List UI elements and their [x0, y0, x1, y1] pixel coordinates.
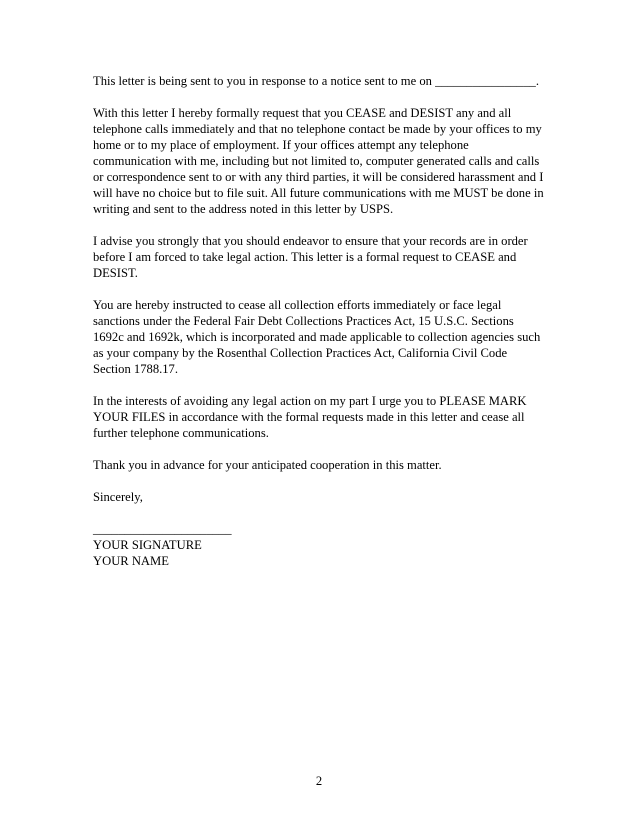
- signature-block: [93, 521, 551, 569]
- signature-line: ______________________: [93, 522, 232, 536]
- letter-body: [93, 73, 551, 569]
- paragraph-records-warning: [93, 233, 551, 281]
- text-line: further telephone communications.: [93, 426, 269, 440]
- text-line: home or to my place of employment. If your offices attempt any telephone: [93, 138, 469, 152]
- text-line: sanctions under the Federal Fair Debt Collections Practices Act, 15 U.S.C. Sections: [93, 314, 514, 328]
- text-line: I advise you strongly that you should endeavor to ensure that your records are in order: [93, 234, 528, 248]
- text-line: communication with me, including but not limited to, computer generated calls and calls: [93, 154, 540, 168]
- signature-label: YOUR SIGNATURE: [93, 538, 202, 552]
- text-line: as your company by the Rosenthal Collection Practices Act, California Civil Code: [93, 346, 508, 360]
- text-line: 1692c and 1692k, which is incorporated and made applicable to collection agencies such: [93, 330, 541, 344]
- paragraph-notice-reference: [93, 73, 551, 89]
- text-line: You are hereby instructed to cease all collection efforts immediately or face legal: [93, 298, 502, 312]
- page-number: 2: [315, 774, 323, 788]
- paragraph-legal-sanctions: [93, 297, 551, 377]
- text-line: will have no choice but to file suit. All future communications with me MUST be done in: [93, 186, 544, 200]
- text-line: YOUR FILES in accordance with the formal requests made in this letter and cease all: [93, 410, 525, 424]
- text-line: before I am forced to take legal action. This letter is a formal request to CEASE and: [93, 250, 517, 264]
- text-line: In the interests of avoiding any legal action on my part I urge you to PLEASE MARK: [93, 394, 527, 408]
- text-line: writing and sent to the address noted in this letter by USPS.: [93, 202, 394, 216]
- paragraph-thank-you: [93, 457, 551, 473]
- text-line: With this letter I hereby formally request that you CEASE and DESIST any and all: [93, 106, 512, 120]
- text-line: DESIST.: [93, 266, 138, 280]
- closing-text: Sincerely,: [93, 490, 143, 504]
- paragraph-cease-desist-request: [93, 105, 551, 217]
- text-line: Thank you in advance for your anticipated cooperation in this matter.: [93, 458, 442, 472]
- text-line: or correspondence sent to or with any third parties, it will be considered harassment and I: [93, 170, 544, 184]
- text-line: telephone calls immediately and that no telephone contact be made by your offices to my: [93, 122, 542, 136]
- text-line: This letter is being sent to you in response to a notice sent to me on ________________.: [93, 74, 539, 88]
- name-label: YOUR NAME: [93, 554, 169, 568]
- text-line: Section 1788.17.: [93, 362, 179, 376]
- paragraph-mark-files: [93, 393, 551, 441]
- closing: [93, 489, 551, 505]
